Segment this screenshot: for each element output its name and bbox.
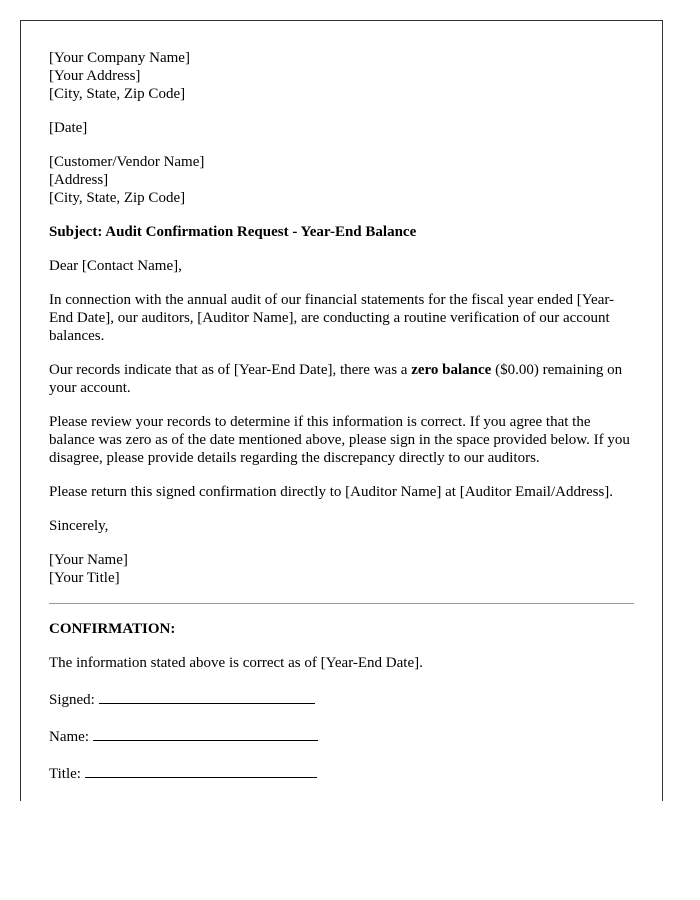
closing: Sincerely, — [49, 518, 109, 534]
salutation: Dear [Contact Name], — [49, 258, 182, 274]
letter-page — [20, 20, 663, 801]
sender-block — [49, 49, 634, 103]
signer-block — [49, 551, 634, 587]
name-line[interactable] — [93, 725, 318, 741]
sender-address: [Your Address] — [49, 68, 141, 84]
paragraph-balance — [49, 361, 634, 397]
recipient-address: [Address] — [49, 172, 109, 188]
balance-text-end: ($0.00) remaining on your account. — [49, 362, 623, 396]
name-label: Name: — [49, 729, 89, 745]
signed-line[interactable] — [99, 688, 315, 704]
title-line[interactable] — [85, 762, 317, 778]
signed-label: Signed: — [49, 692, 95, 708]
confirmation-statement: The information stated above is correct as of [Year-End Date]. — [49, 655, 423, 671]
signed-field — [49, 688, 634, 709]
recipient-block — [49, 153, 634, 207]
balance-text: Our records indicate that as of [Year-End Date], there was a — [49, 362, 412, 378]
date: [Date] — [49, 120, 88, 136]
signer-title: [Your Title] — [49, 570, 120, 586]
recipient-name: [Customer/Vendor Name] — [49, 154, 205, 170]
subject-line: Subject: Audit Confirmation Request - Year-End Balance — [49, 224, 417, 240]
recipient-city: [City, State, Zip Code] — [49, 190, 186, 206]
sender-company: [Your Company Name] — [49, 50, 190, 66]
signer-name: [Your Name] — [49, 552, 128, 568]
paragraph-audit-intro: In connection with the annual audit of our financial statements for the fiscal year ended [Year-End Date], our auditors, [Auditor Name], are conducting a routine verification of our account balances. — [49, 292, 615, 344]
title-field — [49, 762, 634, 783]
paragraph-return: Please return this signed confirmation directly to [Auditor Name] at [Auditor Email/Address]. — [49, 484, 614, 500]
divider — [49, 603, 634, 604]
paragraph-review: Please review your records to determine if this information is correct. If you agree that the balance was zero as of the date mentioned above, please sign in the space provided below. If you disagree, please provide details regarding the discrepancy directly to our auditors. — [49, 414, 630, 466]
name-field — [49, 725, 634, 746]
sender-city: [City, State, Zip Code] — [49, 86, 186, 102]
title-label: Title: — [49, 766, 81, 782]
confirmation-heading: CONFIRMATION: — [49, 621, 176, 637]
zero-balance-emphasis: zero balance — [411, 362, 492, 378]
